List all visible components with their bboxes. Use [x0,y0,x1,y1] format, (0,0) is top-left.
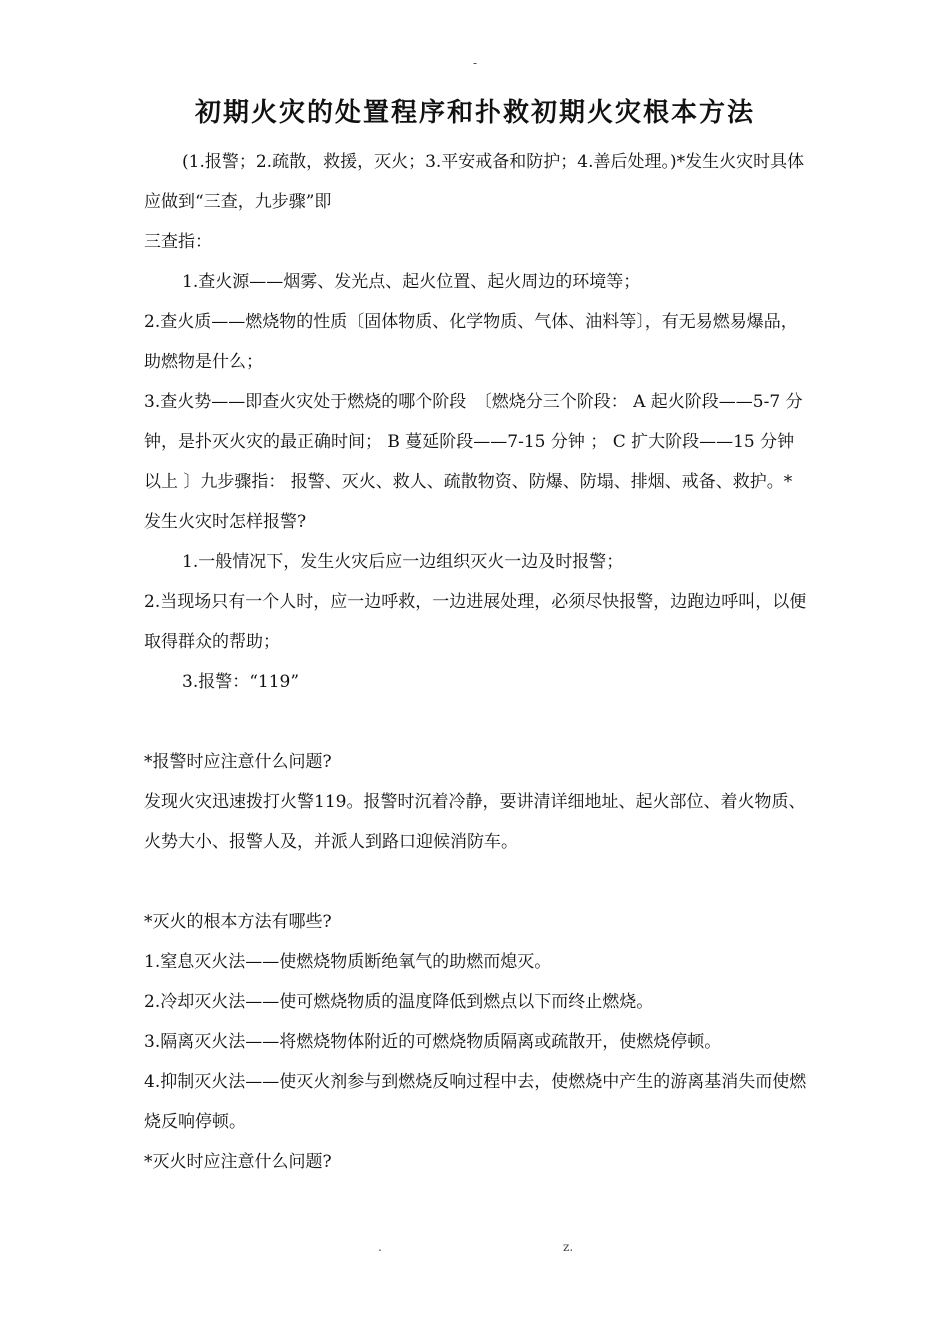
paragraph-check-fire-intensity: 3.查火势——即查火灾处于燃烧的哪个阶段 〔燃烧分三个阶段： A 起火阶段——5-7 分钟，是扑灭火灾的最正确时间； B 蔓延阶段——7-15 分钟 ； C 扩大阶段——15 分钟以上 〕九步骤指： 报警、灭火、救人、疏散物资、防爆、防塌、排烟、戒备、救护。*发生火灾时怎样报警? [144,392,803,532]
page-header-mark: - [472,56,478,70]
paragraph-spacer [144,862,808,902]
paragraph-check-fire-material: 2.查火质——燃烧物的性质〔固体物质、化学物质、气体、油料等〕，有无易燃易爆品，助燃物是什么； [144,312,798,372]
page-footer-right-mark: z. [563,1240,574,1254]
paragraph-spacer [144,702,808,742]
paragraph-methods-heading: *灭火的根本方法有哪些? [144,912,332,932]
paragraph-report-alone: 2.当现场只有一个人时，应一边呼救，一边进展处理，必须尽快报警，边跑边呼叫，以便取得群众的帮助； [144,592,807,652]
paragraph-method-smothering: 1.窒息灭火法——使燃烧物质断绝氧气的助燃而熄灭。 [144,952,552,972]
paragraph-check-fire-source: 1.查火源——烟雾、发光点、起火位置、起火周边的环境等； [182,272,641,292]
paragraph-three-checks-heading: 三查指： [144,232,212,252]
paragraph-method-inhibition: 4.抑制灭火法——使灭火剂参与到燃烧反响过程中去，使燃烧中产生的游离基消失而使燃烧反响停顿。 [144,1072,807,1132]
paragraph-report-notes: 发现火灾迅速拨打火警119。报警时沉着冷静，要讲清详细地址、起火部位、着火物质、火势大小、报警人及，并派人到路口迎候消防车。 [144,792,806,852]
paragraph-method-isolation: 3.隔离灭火法——将燃烧物体附近的可燃烧物质隔离或疏散开，使燃烧停顿。 [144,1032,722,1052]
paragraph-report-notes-heading: *报警时应注意什么问题? [144,752,332,772]
paragraph-extinguish-notes-heading: *灭火时应注意什么问题? [144,1152,332,1172]
page-footer-left-mark: . [378,1240,382,1254]
paragraph-report-number: 3.报警：“119” [182,672,300,692]
paragraph-report-general: 1.一般情况下，发生火灾后应一边组织灭火一边及时报警； [182,552,624,572]
paragraph-intro: (1.报警；2.疏散，救援，灭火；3.平安戒备和防护；4.善后处理。)*发生火灾时具体应做到“三查，九步骤”即 [144,152,805,212]
document-title: 初期火灾的处置程序和扑救初期火灾根本方法 [194,98,755,128]
paragraph-method-cooling: 2.冷却灭火法——使可燃烧物质的温度降低到燃点以下而终止燃烧。 [144,992,654,1012]
document-body [144,142,808,1182]
